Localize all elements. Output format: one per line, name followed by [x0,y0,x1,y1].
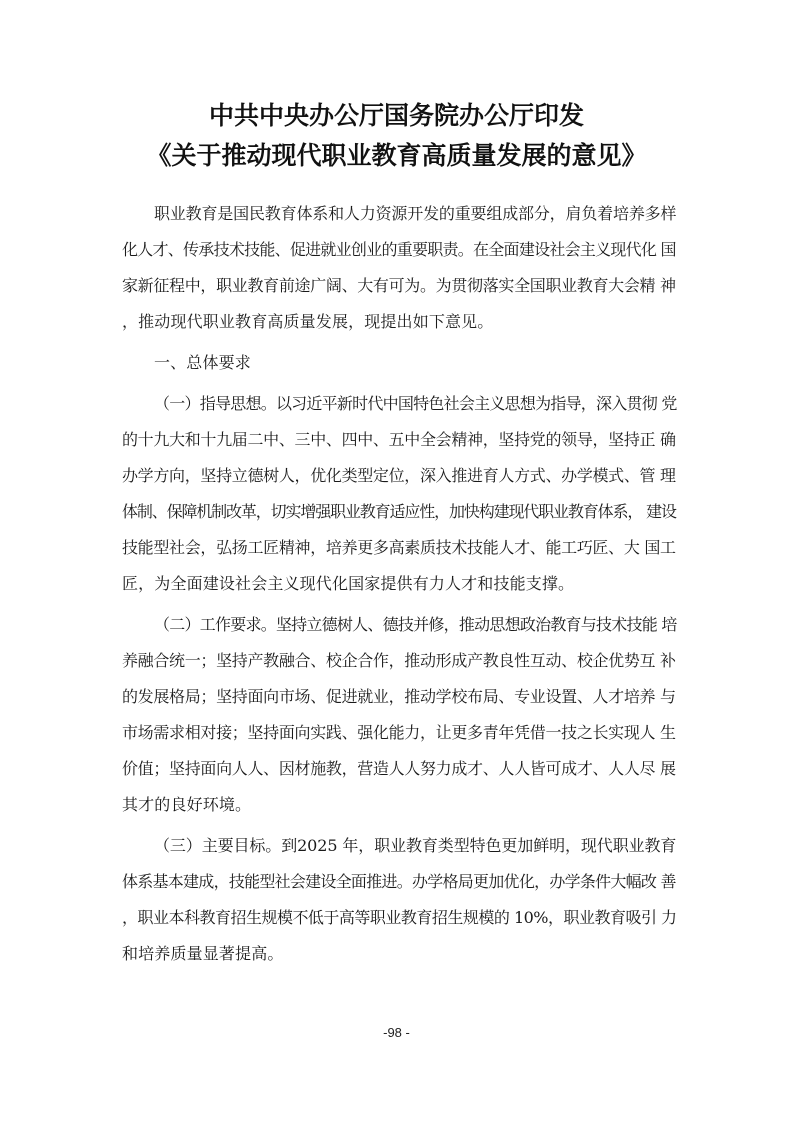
page-number: -98 - [383,1025,410,1040]
body-line-10: 技能型社会，弘扬工匠精神，培养更多高素质技术技能人才、能工巧匠、大 国工 [122,538,676,557]
body-line-12: （二）工作要求。坚持立德树人、德技并修，推动思想政治教育与技术技能 培 [154,615,677,634]
body-line-19: 体系基本建成，技能型社会建设全面推进。办学格局更加优化，办学条件大幅改 善 [122,872,676,891]
body-line-15: 市场需求相对接；坚持面向实践、强化能力，让更多青年凭借一技之长实现人 生 [122,723,676,742]
document-title-line-1: 中共中央办公厅国务院办公厅印发 [208,101,584,130]
body-line-11: 匠，为全面建设社会主义现代化国家提供有力人才和技能支撑。 [122,574,575,593]
document-title-line-2: 《关于推动现代职业教育高质量发展的意见》 [146,141,647,170]
body-line-7: 的十九大和十九届二中、三中、四中、五中全会精神，坚持党的领导，坚持正 确 [122,430,676,449]
body-line-1: 职业教育是国民教育体系和人力资源开发的重要组成部分，肩负着培养多样 [154,204,677,223]
body-line-21: 和培养质量显著提高。 [122,944,284,963]
body-line-3: 家新征程中，职业教育前途广阔、大有可为。为贯彻落实全国职业教育大会精 神 [122,276,676,295]
body-line-6: （一）指导思想。以习近平新时代中国特色社会主义思想为指导，深入贯彻 党 [154,394,677,413]
body-line-18: （三）主要目标。到2025 年，职业教育类型特色更加鲜明，现代职业教育 [154,836,677,855]
body-line-2: 化人才、传承技术技能、促进就业创业的重要职责。在全面建设社会主义现代化 国 [122,240,676,259]
section-heading-1: 一、总体要求 [154,353,251,372]
body-line-16: 价值；坚持面向人人、因材施教，营造人人努力成才、人人皆可成才、人人尽 展 [122,759,676,778]
body-line-9: 体制、保障机制改革，切实增强职业教育适应性，加快构建现代职业教育体系， 建设 [122,502,676,521]
body-line-4: ，推动现代职业教育高质量发展，现提出如下意见。 [122,312,494,331]
body-line-14: 的发展格局；坚持面向市场、促进就业，推动学校布局、专业设置、人才培养 与 [122,687,676,706]
body-line-17: 其才的良好环境。 [122,795,252,814]
body-line-13: 养融合统一；坚持产教融合、校企合作，推动形成产教良性互动、校企优势互 补 [122,651,676,670]
body-line-8: 办学方向，坚持立德树人，优化类型定位，深入推进育人方式、办学模式、管 理 [122,466,676,485]
body-line-20: ，职业本科教育招生规模不低于高等职业教育招生规模的 10%，职业教育吸引 力 [122,908,677,927]
